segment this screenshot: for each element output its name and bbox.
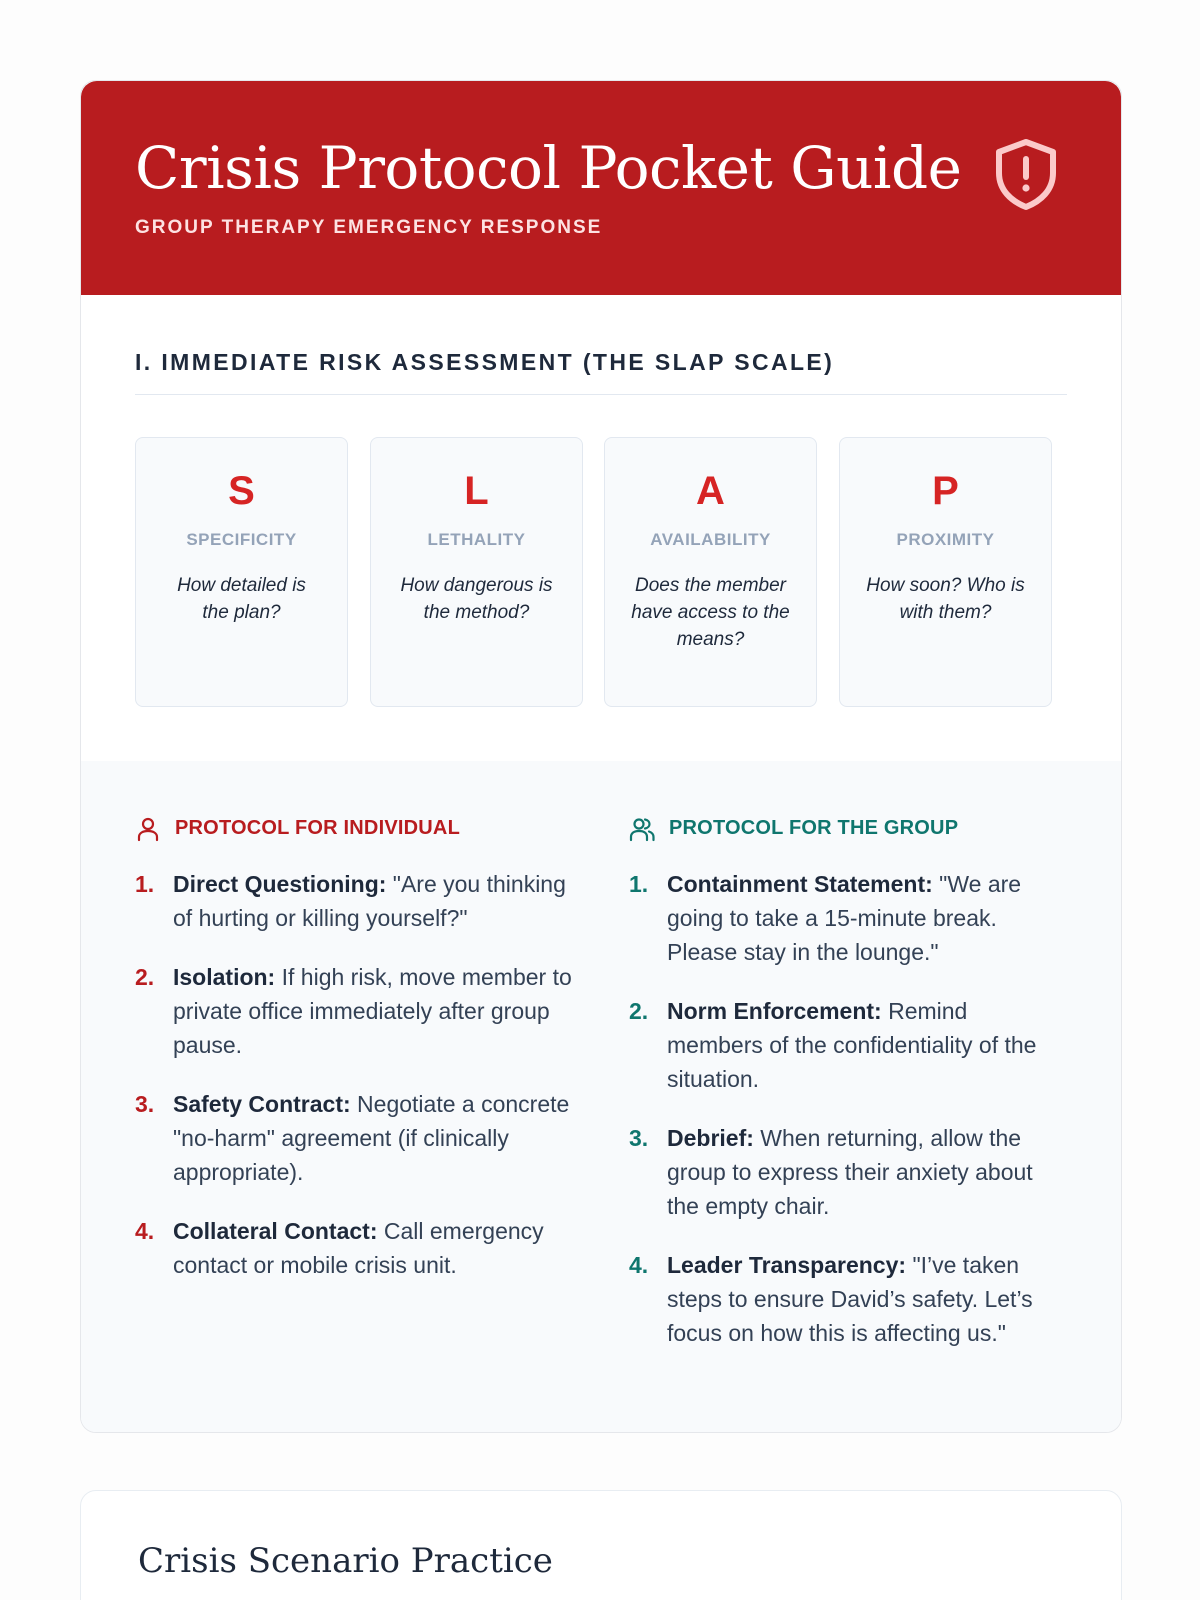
group-protocol-title bbox=[629, 813, 1069, 843]
slap-letter: S bbox=[228, 469, 255, 513]
individual-protocol-title bbox=[135, 813, 575, 843]
slap-name: PROXIMITY bbox=[896, 530, 995, 549]
step-label: Debrief: bbox=[667, 1125, 754, 1151]
step-number: 2. bbox=[135, 964, 155, 990]
section-heading-risk: I. IMMEDIATE RISK ASSESSMENT (THE SLAP SCALE) bbox=[135, 349, 835, 375]
step-number: 4. bbox=[629, 1252, 649, 1278]
group-steps-list bbox=[629, 867, 1069, 1350]
individual-protocol bbox=[135, 813, 575, 1307]
protocols-section bbox=[81, 761, 1121, 1433]
step-label: Containment Statement: bbox=[667, 871, 933, 897]
list-item bbox=[629, 1248, 1069, 1350]
step-label: Direct Questioning: bbox=[173, 871, 387, 897]
slap-letter: A bbox=[696, 469, 725, 513]
scenario-practice-card bbox=[80, 1490, 1122, 1600]
step-number: 3. bbox=[629, 1125, 649, 1151]
step-label: Isolation: bbox=[173, 964, 276, 990]
slap-card-proximity bbox=[839, 437, 1052, 707]
step-label: Collateral Contact: bbox=[173, 1218, 378, 1244]
crisis-guide-card bbox=[80, 80, 1122, 1433]
users-icon bbox=[629, 816, 655, 842]
scenario-practice-title: Crisis Scenario Practice bbox=[138, 1541, 553, 1581]
step-number: 2. bbox=[629, 998, 649, 1024]
step-label: Leader Transparency: bbox=[667, 1252, 907, 1278]
step-text: "Are you thinking of hurting or killing yourself?" bbox=[173, 871, 566, 931]
step-text: Negotiate a concrete "no-harm" agreement (if clinically appropriate). bbox=[173, 1091, 570, 1185]
slap-name: AVAILABILITY bbox=[650, 530, 771, 549]
step-text: Remind members of the confidentiality of the situation. bbox=[667, 998, 1037, 1092]
list-item bbox=[629, 867, 1069, 969]
group-protocol-label: PROTOCOL FOR THE GROUP bbox=[669, 817, 959, 839]
step-number: 1. bbox=[135, 871, 155, 897]
list-item bbox=[629, 994, 1069, 1096]
list-item bbox=[135, 867, 575, 935]
slap-card-specificity bbox=[135, 437, 348, 707]
list-item bbox=[135, 1087, 575, 1189]
individual-protocol-label: PROTOCOL FOR INDIVIDUAL bbox=[175, 817, 460, 839]
shield-alert-icon bbox=[993, 137, 1059, 211]
step-text: If high risk, move member to private office immediately after group pause. bbox=[173, 964, 572, 1058]
list-item bbox=[629, 1121, 1069, 1223]
step-label: Safety Contract: bbox=[173, 1091, 351, 1117]
slap-question: How soon? Who is with them? bbox=[866, 575, 1025, 623]
list-item bbox=[135, 960, 575, 1062]
step-label: Norm Enforcement: bbox=[667, 998, 882, 1024]
step-text: When returning, allow the group to express their anxiety about the empty chair. bbox=[667, 1125, 1033, 1219]
section-divider bbox=[135, 394, 1067, 395]
step-text: "I’ve taken steps to ensure David’s safety. Let’s focus on how this is affecting us." bbox=[667, 1252, 1033, 1346]
step-number: 3. bbox=[135, 1091, 155, 1117]
header-banner bbox=[81, 81, 1121, 295]
slap-name: LETHALITY bbox=[427, 530, 526, 549]
page-title: Crisis Protocol Pocket Guide bbox=[135, 134, 962, 202]
slap-letter: L bbox=[464, 469, 489, 513]
list-item bbox=[135, 1214, 575, 1282]
page-subtitle: GROUP THERAPY EMERGENCY RESPONSE bbox=[135, 217, 603, 238]
step-number: 1. bbox=[629, 871, 649, 897]
step-number: 4. bbox=[135, 1218, 155, 1244]
slap-question: How dangerous is the method? bbox=[400, 575, 553, 623]
group-protocol bbox=[629, 813, 1069, 1375]
step-text: "We are going to take a 15-minute break. Please stay in the lounge." bbox=[667, 871, 1022, 965]
step-text: Call emergency contact or mobile crisis unit. bbox=[173, 1218, 544, 1278]
slap-question: How detailed is the plan? bbox=[177, 575, 306, 623]
user-icon bbox=[135, 816, 161, 842]
slap-card-lethality bbox=[370, 437, 583, 707]
slap-question: Does the member have access to the means? bbox=[631, 575, 790, 650]
individual-steps-list bbox=[135, 867, 575, 1282]
slap-card-availability bbox=[604, 437, 817, 707]
slap-letter: P bbox=[932, 469, 959, 513]
slap-name: SPECIFICITY bbox=[186, 530, 297, 549]
